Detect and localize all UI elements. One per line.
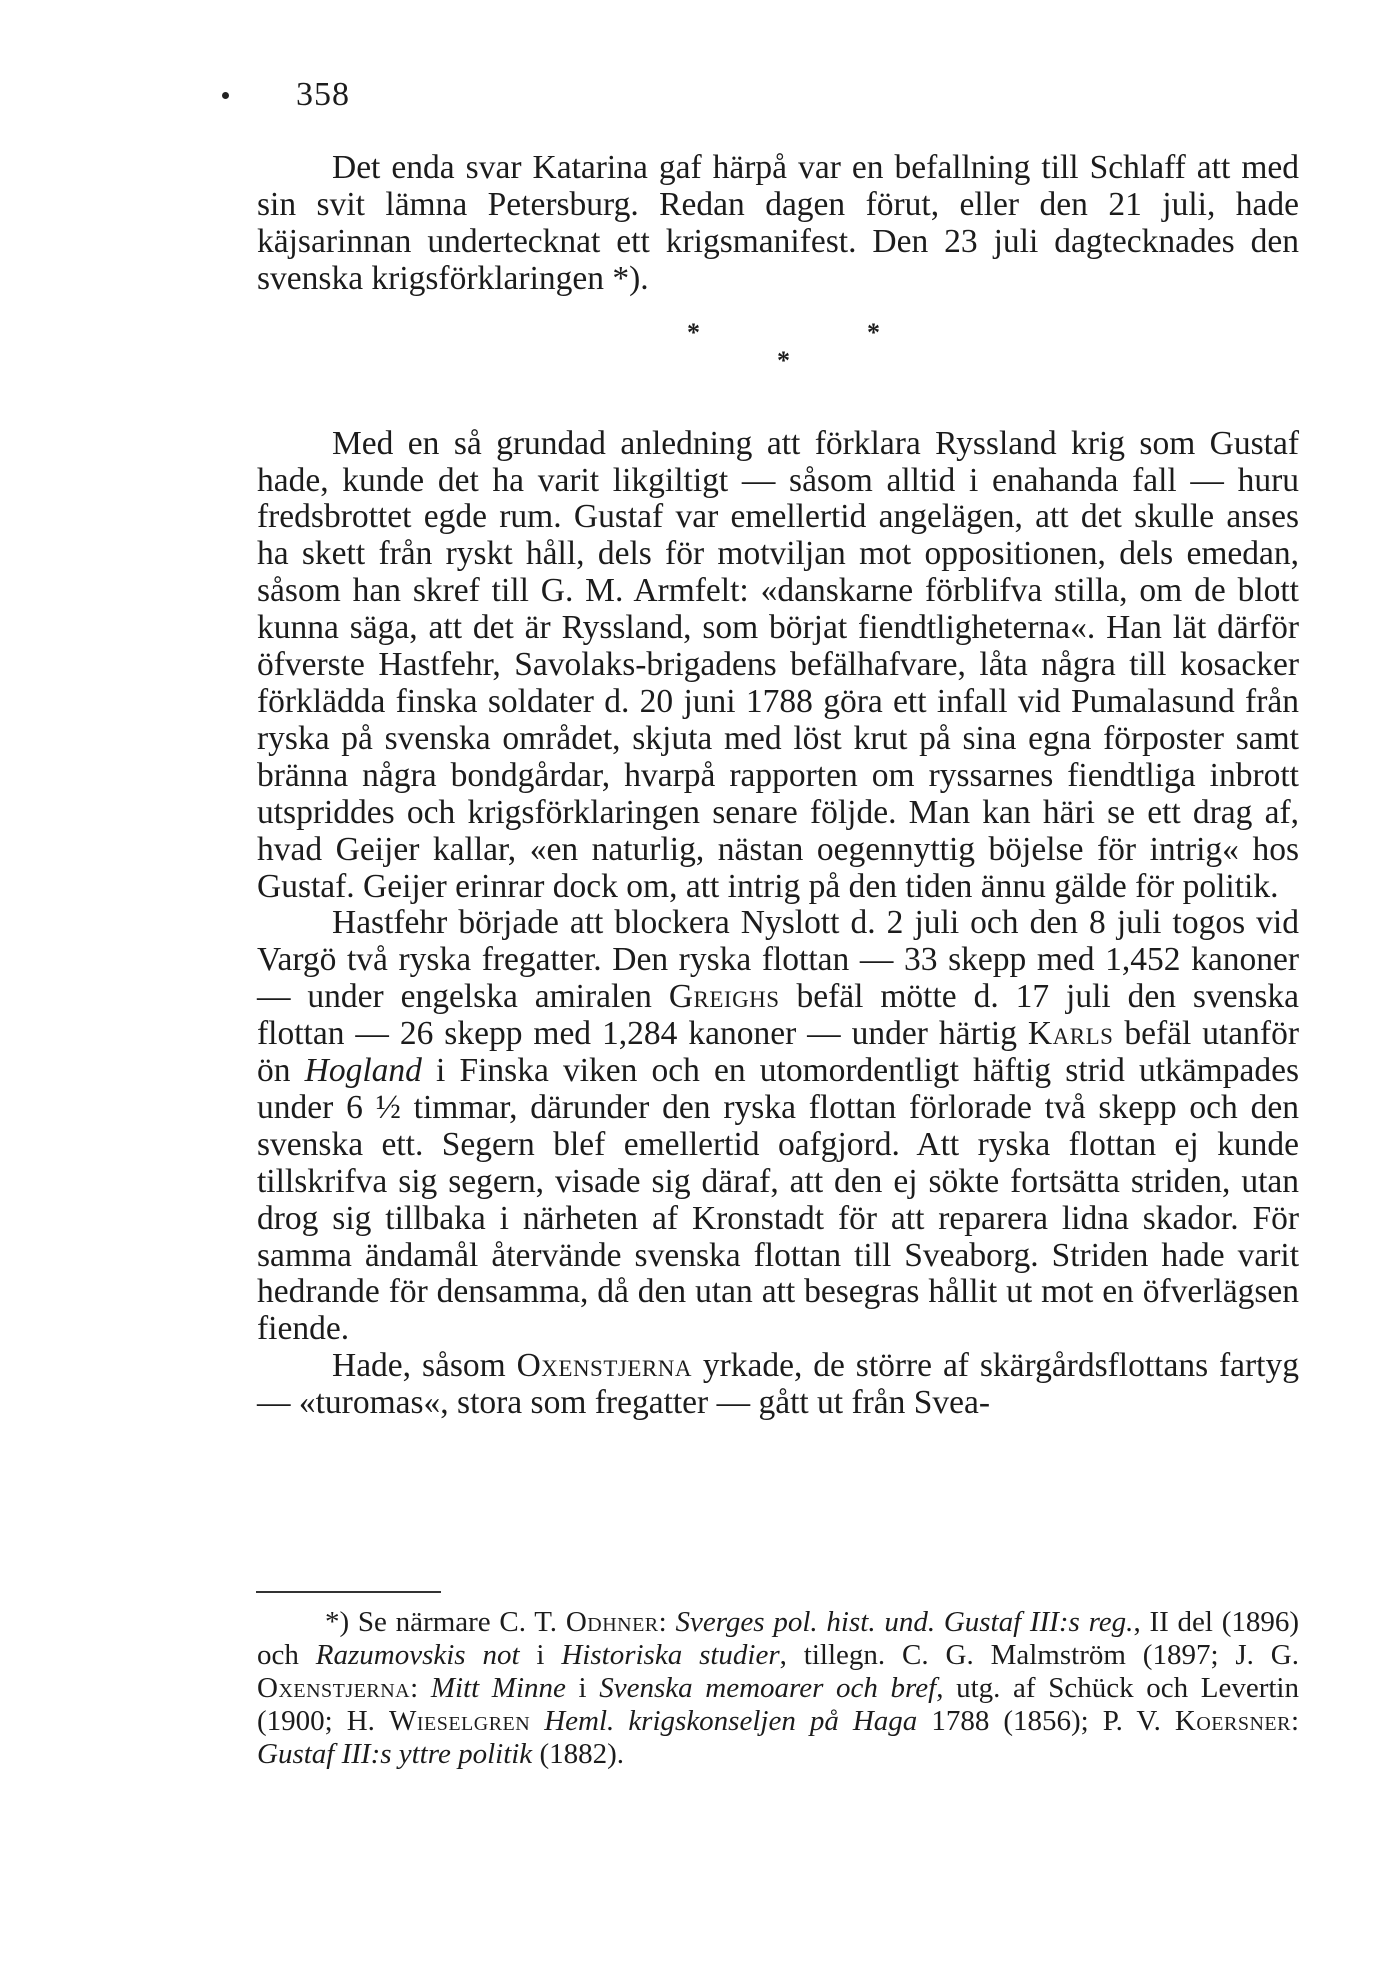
work-title: Historiska studier — [561, 1639, 780, 1671]
paragraph-3-text: Hastfehr började att blockera Nyslott d. 2 juli och den 8 juli togos vid Vargö två ryska fregatter. Den ryska flottan — 33 skepp med 1,452 kanoner — under engelska amiralen — [257, 904, 1299, 1016]
asterism-star: * — [867, 317, 880, 347]
footnote-part: : — [658, 1606, 676, 1638]
person-name-oxenstjerna: Oxenstjerna — [516, 1347, 692, 1385]
person-name-karls: Karls — [1027, 1015, 1114, 1053]
footnote-text — [257, 1606, 1299, 1771]
footnote-part: , utg. af Schück och Levertin (1900; H. — [257, 1672, 1299, 1737]
paragraph-2: Med en så grundad anledning att förklara Ryssland krig som Gustaf hade, kunde det ha varit likgiltigt — såsom alltid i enahanda fall — huru fredsbrottet egde rum. Gustaf var emellertid angelägen, att det skulle anses ha skett från ryskt håll, dels för motviljan mot oppositionen, dels emedan, såsom han skref till G. M. Armfelt: «danskarne förblifva stilla, om de blott kunna säga, att det är Ryssland, som börjat fiendtligheterna«. Han lät därför öfverste Hastfehr, Savolaks-brigadens befälhafvare, låta några till kosacker förklädda finska soldater d. 20 juni 1788 göra ett infall vid Pumalasund från ryska på svenska området, skjuta med löst krut på sina egna förposter samt bränna några bondgårdar, hvarpå rapporten om ryssarnes fiendtliga inbrott utspriddes och krigsförklaringen senare följde. Man kan häri se ett drag af, hvad Geijer kallar, «en naturlig, nästan oegennyttig böjelse för intrig« hos Gustaf. Geijer erinrar dock om, att intrig på den tiden ännu gälde för politik. — [257, 424, 1299, 905]
footnote — [257, 1606, 1299, 1771]
footnote-part: : — [410, 1672, 431, 1704]
asterism-star: * — [777, 345, 790, 375]
paragraph-4-text: Hade, såsom — [332, 1347, 517, 1385]
work-title: Gustaf III:s yttre politik — [257, 1738, 533, 1770]
work-title: Razumovskis not — [315, 1639, 520, 1671]
paragraph-3-text: befäl mötte d. 17 juli den svenska flottan — 26 skepp med 1,284 kanoner — under härtig — [257, 978, 1299, 1053]
author-name: Koersner — [1174, 1705, 1291, 1737]
author-name: Odhner — [565, 1606, 659, 1638]
asterism-star: * — [687, 317, 700, 347]
footnote-part: 1788 (1856); P. V. — [917, 1705, 1175, 1737]
place-name-hogland: Hogland — [304, 1052, 422, 1090]
paragraph-3-text: i Finska viken och en utomordentligt häftig strid utkämpades under 6 ½ timmar, därunder den ryska flottan förlorade två skepp och den svenska ett. Segern blef emellertid oafgjord. Att ryska flottan ej kunde tillskrifva sig segern, visade sig däraf, att den ej sökte fortsätta striden, utan drog sig tillbaka i närheten af Kronstadt för att reparera lidna skador. För samma ändamål återvände svenska flottan till Sveaborg. Striden hade varit hedrande för densamma, då den utan att besegras hållit ut mot en öfverlägsen fiende. — [257, 1052, 1300, 1348]
footnote-divider — [256, 1591, 441, 1593]
main-text — [257, 150, 1299, 1422]
footnote-part: , tillegn. C. G. Malmström (1897; J. G. — [779, 1639, 1300, 1671]
asterism-divider — [257, 304, 1299, 412]
footnote-part: *) Se närmare C. T. — [325, 1606, 566, 1638]
paragraph-3-text: befäl utanför ön — [257, 1015, 1299, 1090]
work-title: Heml. krigskonseljen på Haga — [544, 1705, 918, 1737]
paragraph-1: Det enda svar Katarina gaf härpå var en befallning till Schlaff att med sin svit lämna Petersburg. Redan dagen förut, eller den 21 juli, hade käjsarinnan undertecknat ett krigsmanifest. Den 23 juli dagtecknades den svenska krigsförklaringen *). — [257, 149, 1299, 297]
work-title: Svenska memoarer och bref — [599, 1672, 937, 1704]
footnote-part: i — [519, 1639, 562, 1671]
author-name: Oxenstjerna — [257, 1672, 411, 1704]
page-mark-dot — [222, 92, 229, 99]
work-title: Mitt Minne — [430, 1672, 566, 1704]
footnote-part: , II del (1896) och — [257, 1606, 1300, 1671]
person-name-greighs: Greighs — [668, 978, 780, 1016]
paragraph-3 — [257, 905, 1299, 1348]
footnote-part: : — [1290, 1705, 1300, 1737]
footnote-part: i — [565, 1672, 600, 1704]
page-number: 358 — [296, 76, 350, 113]
paragraph-4-text: yrkade, de större af skärgårdsflottans fartyg — «turomas«, stora som fregatter — gått ut från Svea- — [257, 1347, 1299, 1422]
work-title: Sverges pol. hist. und. Gustaf III:s reg. — [675, 1606, 1134, 1638]
paragraph-4 — [257, 1348, 1299, 1422]
author-name: Wieselgren — [388, 1705, 531, 1737]
footnote-part — [530, 1705, 544, 1737]
footnote-part: (1882). — [532, 1738, 625, 1770]
